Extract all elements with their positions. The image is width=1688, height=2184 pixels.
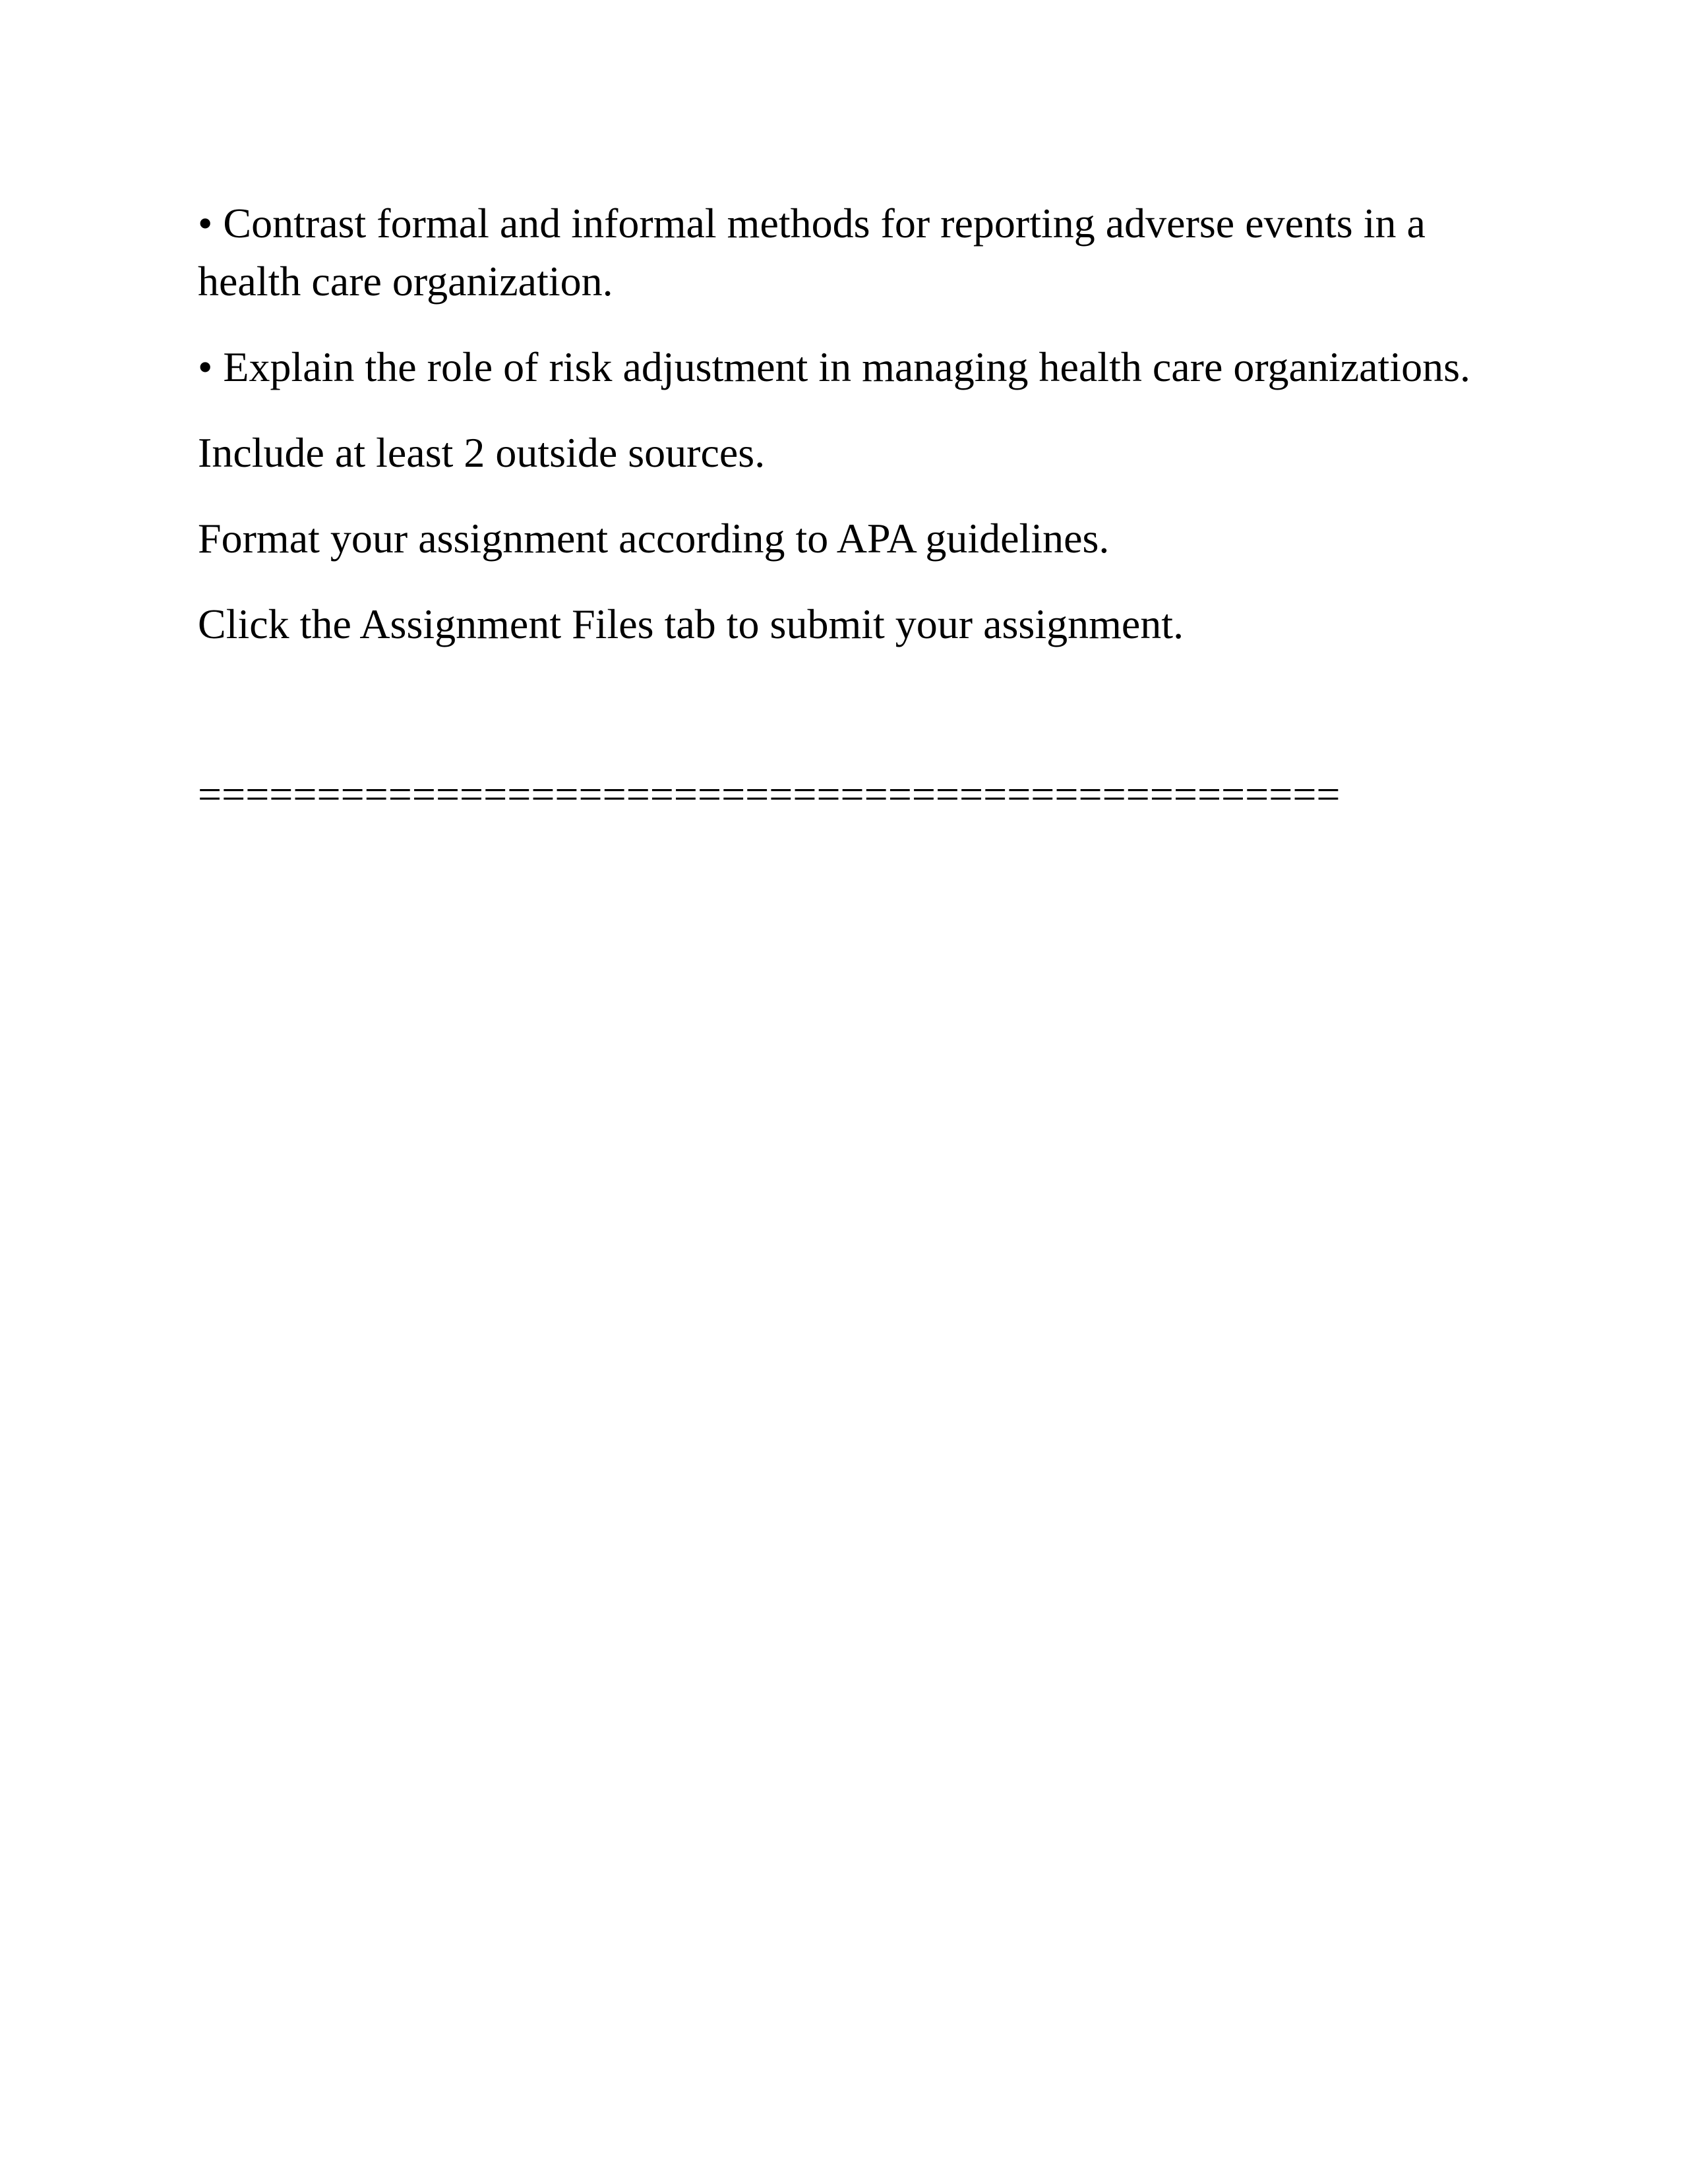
format-instruction: Format your assignment according to APA guidelines. <box>198 515 1110 562</box>
bullet-item-risk-adjustment: • Explain the role of risk adjustment in managing health care organizations. <box>198 343 1470 390</box>
text-divider: ================================================ <box>198 771 1341 817</box>
bullet-item-adverse-events: • Contrast formal and informal methods for reporting adverse events in a health care organization. <box>198 200 1426 305</box>
sources-instruction: Include at least 2 outside sources. <box>198 429 766 476</box>
submit-instruction: Click the Assignment Files tab to submit your assignment. <box>198 601 1184 647</box>
document-body <box>198 194 1517 823</box>
